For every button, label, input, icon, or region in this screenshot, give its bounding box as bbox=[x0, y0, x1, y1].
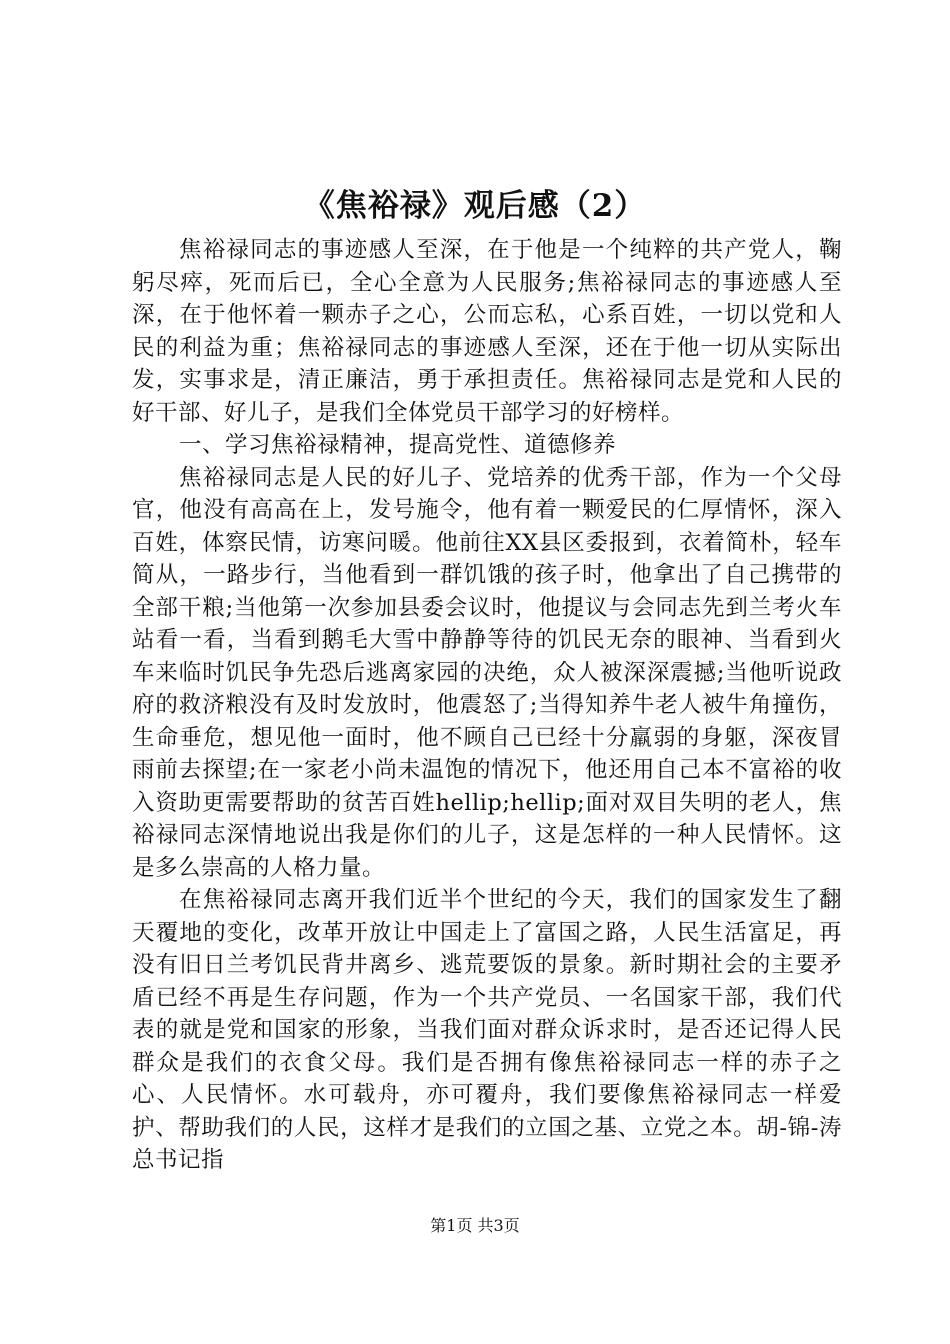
page-footer: 第1页 共3页 bbox=[430, 1216, 520, 1235]
section-heading: 一、学习焦裕禄精神，提高党性、道德修养 bbox=[179, 432, 617, 458]
paragraph-intro: 焦裕禄同志的事迹感人至深，在于他是一个纯粹的共产党人，鞠躬尽瘁，死而后已，全心全意为人民服务;焦裕禄同志的事迹感人至深，在于他怀着一颗赤子之心，公而忘私，心系百姓，一切以党和人民的利益为重；焦裕禄同志的事迹感人至深，还在于他一切从实际出发，实事求是，清正廉洁，勇于承担责任。焦裕禄同志是党和人民的好干部、好儿子，是我们全体党员干部学习的好榜样。 bbox=[132, 237, 842, 426]
paragraph-today: 在焦裕禄同志离开我们近半个世纪的今天，我们的国家发生了翻天覆地的变化，改革开放让中国走上了富国之路，人民生活富足，再没有旧日兰考饥民背井离乡、逃荒要饭的景象。新时期社会的主要矛盾已经不再是生存问题，作为一个共产党员、一名国家干部，我们代表的就是党和国家的形象，当我们面对群众诉求时，是否还记得人民群众是我们的衣食父母。我们是否拥有像焦裕禄同志一样的赤子之心、人民情怀。水可载舟，亦可覆舟，我们要像焦裕禄同志一样爱护、帮助我们的人民，这样才是我们的立国之基、立党之本。胡-锦-涛总书记指 bbox=[132, 887, 842, 1173]
paragraph-story: 焦裕禄同志是人民的好儿子、党培养的优秀干部，作为一个父母官，他没有高高在上，发号施令，他有着一颗爱民的仁厚情怀，深入百姓，体察民情，访寒问暖。他前往XX县区委报到，衣着简朴，轻车简从，一路步行，当他看到一群饥饿的孩子时，他拿出了自己携带的全部干粮;当他第一次参加县委会议时，他提议与会同志先到兰考火车站看一看，当看到鹅毛大雪中静静等待的饥民无奈的眼神、当看到火车来临时饥民争先恐后逃离家园的决绝，众人被深深震撼;当他听说政府的救济粮没有及时发放时，他震怒了;当得知养牛老人被牛角撞伤，生命垂危，想见他一面时，他不顾自己已经十分羸弱的身躯，深夜冒雨前去探望;在一家老小尚未温饱的情况下，他还用自己本不富裕的收入资助更需要帮助的贫苦百姓hellip;hellip;面对双目失明的老人，焦裕禄同志深情地说出我是你们的儿子，这是怎样的一种人民情怀。这是多么崇高的人格力量。 bbox=[132, 464, 842, 881]
document-title: 《焦裕禄》观后感（2） bbox=[303, 188, 647, 224]
document-body bbox=[132, 234, 842, 1177]
